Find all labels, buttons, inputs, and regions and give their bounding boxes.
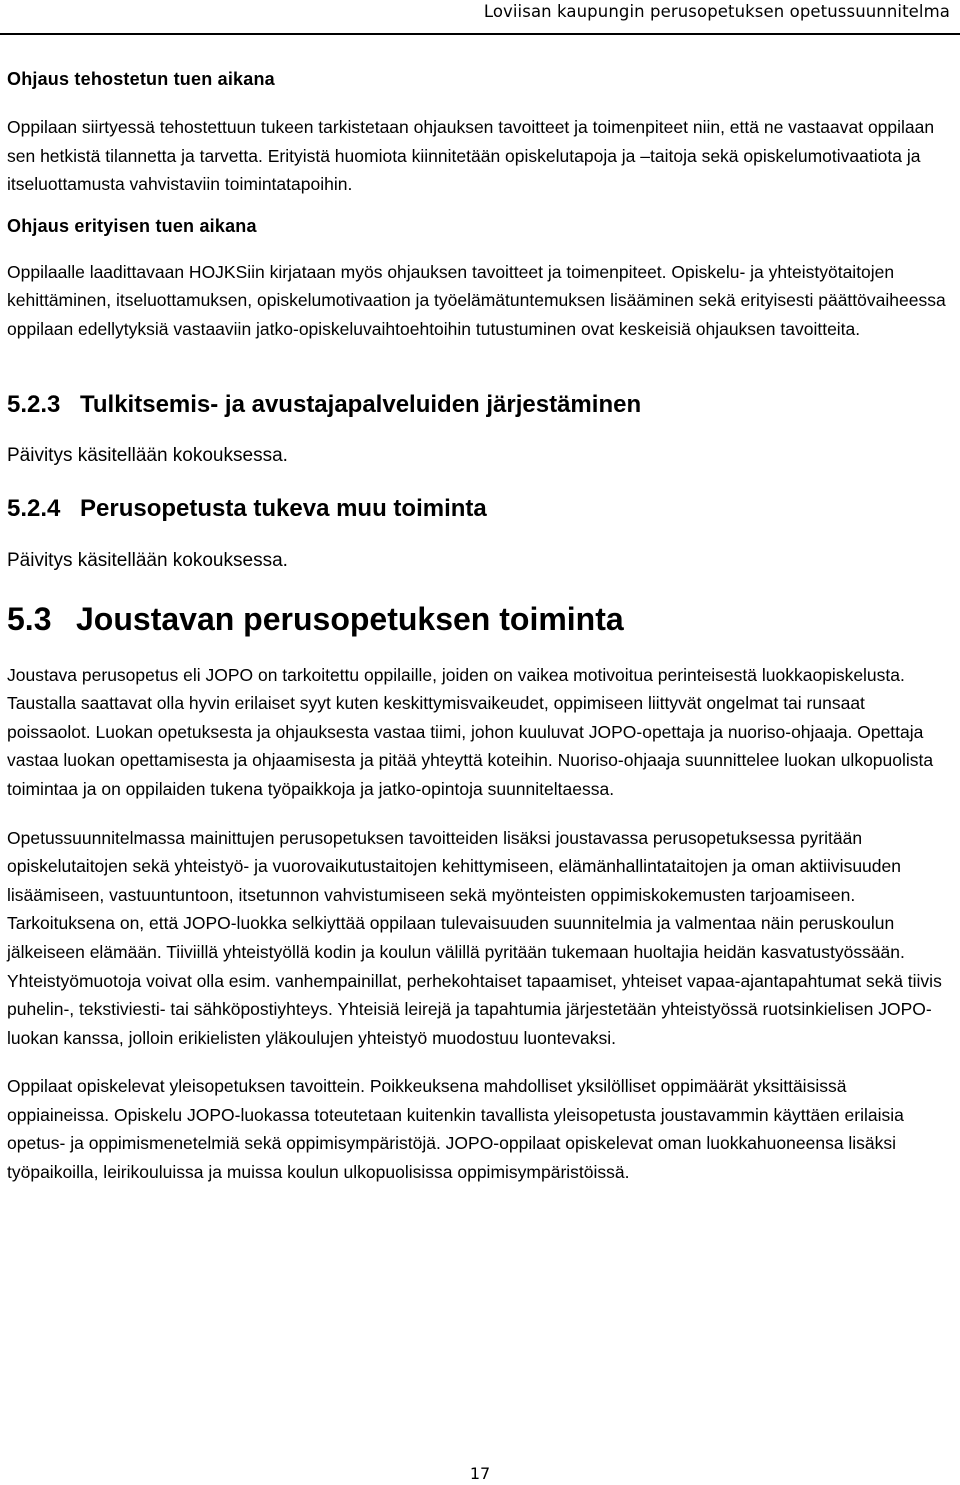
- paragraph-5-3-2: Opetussuunnitelmassa mainittujen perusopetuksen tavoitteiden lisäksi joustavassa perusopetuksessa pyritään opiskelutaitojen sekä yhteistyö- ja vuorovaikutustaitojen kehittymiseen, elämänhallintataitojen ja oman aktiivisuuden lisäämiseen, vastuuntuntoon, itsetunnon vahvistumiseen sekä myönteisten oppimiskokemusten tarjoamiseen. Tarkoituksena on, että JOPO-luokka selkiyttää oppilaan tulevaisuuden suunnitelmia ja valmentaa näin peruskoulun jälkeiseen elämään. Tiiviillä yhteistyöllä kodin ja koulun välillä pyritään tukemaan huoltajia heidän kasvatustyössään. Yhteistyömuotoja voivat olla esim. vanhempainillat, perhekohtaiset tapaamiset, yhteiset vapaa-ajantapahtumat sekä tiivis puhelin-, tekstiviesti- tai sähköpostiyhteys. Yhteisiä leirejä ja tapahtumia järjestetään yhteistyössä ruotsinkielisen JOPO-luokan kanssa, jolloin erikielisten yläkoulujen yhteistyö muodostuu luontevaksi.: [7, 827, 942, 1048]
- update-note-5-2-4: Päivitys käsitellään kokouksessa.: [7, 549, 288, 571]
- subheading-tehostettu: Ohjaus tehostetun tuen aikana: [7, 69, 275, 89]
- page-number: 17: [469, 1464, 491, 1483]
- section-heading-5-2-3: [7, 389, 953, 421]
- section-title: Perusopetusta tukeva muu toiminta: [80, 494, 487, 522]
- section-heading-5-2-4: [7, 493, 953, 525]
- running-header: Loviisan kaupungin perusopetuksen opetussuunnitelma: [483, 2, 950, 21]
- section-title: Tulkitsemis- ja avustajapalveluiden järjestäminen: [80, 390, 642, 418]
- paragraph-erityinen: Oppilaalle laadittavaan HOJKSiin kirjataan myös ohjauksen tavoitteet ja toimenpiteet. Opiskelu- ja yhteistyötaitojen kehittäminen, itseluottamuksen, opiskelumotivaation ja työelämätuntemuksen lisääminen sekä erityisesti päättövaiheessa oppilaan edellytyksiä vastaaviin jatko-opiskeluvaihtoehtoihin tutustuminen ovat keskeisiä ohjauksen tavoitteita.: [7, 261, 946, 339]
- header-rule: [0, 33, 960, 35]
- section-heading-5-3: [7, 599, 953, 639]
- section-number: 5.3: [7, 600, 52, 637]
- paragraph-5-3-3: Oppilaat opiskelevat yleisopetuksen tavoittein. Poikkeuksena mahdolliset yksilölliset oppimäärät yksittäisissä oppiaineissa. Opiskelu JOPO-luokassa toteutetaan kuitenkin tavallista yleisopetusta joustavammin käyttäen erilaisia opetus- ja oppimismenetelmiä sekä oppimisympäristöjä. JOPO-oppilaat opiskelevat oman luokkahuoneensa lisäksi työpaikoilla, leirikouluissa ja muissa koulun ulkopuolisissa oppimisympäristöissä.: [7, 1076, 904, 1183]
- section-title: Joustavan perusopetuksen toiminta: [76, 600, 624, 637]
- page-content: [7, 66, 953, 1187]
- paragraph-5-3-1: Joustava perusopetus eli JOPO on tarkoitettu oppilaille, joiden on vaikea motivoitua perinteisestä luokkaopiskelusta. Taustalla saattavat olla hyvin erilaiset syyt kuten keskittymisvaikeudet, oppimiseen liittyvät ongelmat tai runsaat poissaolot. Luokan opetuksesta ja ohjauksesta vastaa tiimi, johon kuuluvat JOPO-opettaja ja nuoriso-ohjaaja. Opettaja vastaa luokan opettamisesta ja ohjaamisesta ja pitää yhteyttä koteihin. Nuoriso-ohjaaja suunnittelee luokan ulkopuolista toimintaa ja on oppilaiden tukena työpaikkoja ja jatko-opintoja suunniteltaessa.: [7, 664, 934, 799]
- update-note-5-2-3: Päivitys käsitellään kokouksessa.: [7, 444, 288, 466]
- section-number: 5.2.4: [7, 494, 61, 522]
- subheading-erityinen: Ohjaus erityisen tuen aikana: [7, 215, 257, 236]
- paragraph-tehostettu: Oppilaan siirtyessä tehostettuun tukeen tarkistetaan ohjauksen tavoitteet ja toimenpiteet niin, että ne vastaavat oppilaan sen hetkistä tilannetta ja tarvetta. Erityistä huomiota kiinnitetään opiskelutapoja ja –taitoja sekä opiskelumotivaatiota ja itseluottamusta vahvistaviin toimintatapoihin.: [7, 117, 935, 195]
- section-number: 5.2.3: [7, 390, 61, 418]
